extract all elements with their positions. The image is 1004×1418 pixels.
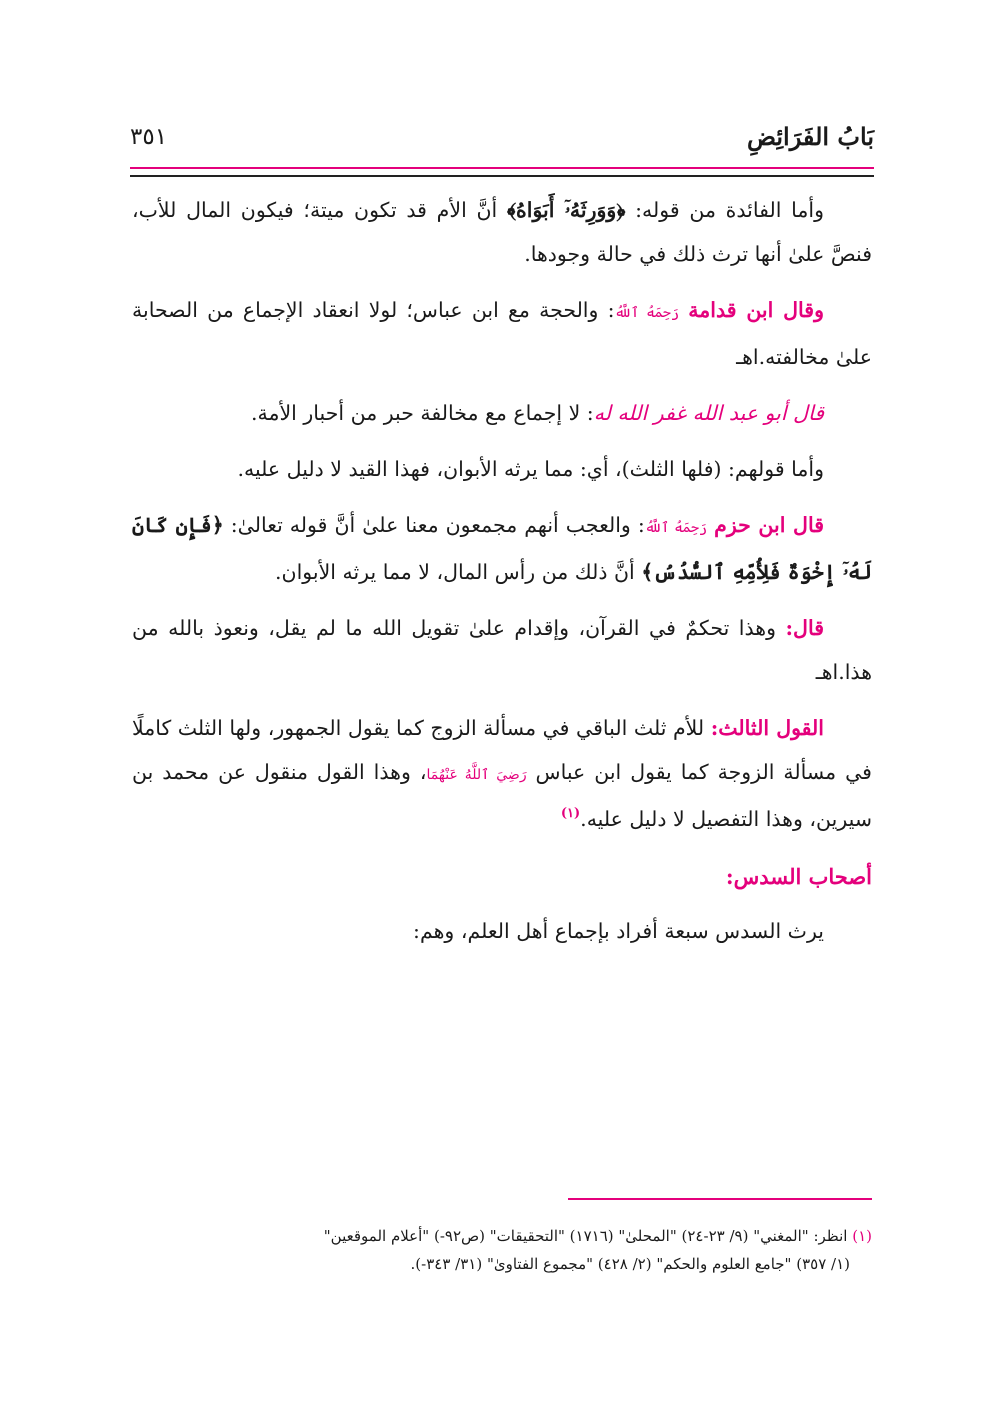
p7-text-a: للأم ثلث الباقي في مسألة الزوج كما يقول الجمهور، ولها الثلث كاملًا في مسألة الزوجة كما يقول ابن عباس xyxy=(132,716,872,784)
p1-text-a: وأما الفائدة من قوله: xyxy=(625,198,824,222)
p7-author: القول الثالث: xyxy=(710,716,824,740)
paragraph-1 xyxy=(132,188,872,276)
p5-text-a: : والعجب أنهم مجمعون معنا علىٰ أنَّ قوله تعالىٰ: xyxy=(223,513,645,537)
footnotes xyxy=(132,1222,872,1278)
footnote-1-line-1 xyxy=(132,1222,872,1250)
p2-honorific: رَحِمَهُ ٱللَّهُ xyxy=(614,305,680,321)
page-header xyxy=(130,118,874,166)
footnote-separator xyxy=(568,1198,872,1200)
p3-author: قال أبو عبد الله غفر الله له xyxy=(593,401,824,425)
footnote-1-number: (١) xyxy=(852,1227,872,1245)
p7-text-b: ، وهذا القول منقول عن محمد بن سيرين، وهذا التفصيل لا دليل عليه. xyxy=(132,760,872,831)
quran-verse-1: ﴿وَوَرِثَهُۥٓ أَبَوَاهُ﴾ xyxy=(506,198,626,222)
paragraph-6 xyxy=(132,606,872,694)
paragraph-7 xyxy=(132,706,872,845)
footnote-1-line-2 xyxy=(132,1250,872,1278)
p6-author: قال: xyxy=(785,616,824,640)
paragraph-2 xyxy=(132,288,872,379)
paragraph-3 xyxy=(132,391,872,435)
p5-author: قال ابن حزم xyxy=(714,513,824,537)
p3-text: : لا إجماع مع مخالفة حبر من أحبار الأمة. xyxy=(250,401,594,425)
p1-text-b: أنَّ الأم قد تكون ميتة؛ فيكون المال للأب، فنصَّ علىٰ أنها ترث ذلك في حالة وجودها. xyxy=(132,198,872,266)
section-intro xyxy=(132,909,872,953)
header-rule-black xyxy=(130,175,874,177)
p2-author: وقال ابن قدامة xyxy=(688,298,824,322)
p6-text: وهذا تحكمٌ في القرآن، وإقدام علىٰ تقويل الله ما لم يقل، ونعوذ بالله من هذا.اهـ xyxy=(132,616,872,684)
section-intro-text: يرث السدس سبعة أفراد بإجماع أهل العلم، وهم: xyxy=(413,919,824,943)
section-heading: أصحاب السدس: xyxy=(725,864,872,889)
page-number: ٣٥١ xyxy=(130,124,168,150)
paragraph-5 xyxy=(132,503,872,594)
footnote-ref-1[interactable]: (١) xyxy=(560,806,581,821)
p2-text: : والحجة مع ابن عباس؛ لولا انعقاد الإجماع من الصحابة علىٰ مخالفته.اهـ xyxy=(132,298,872,369)
p5-text-b: أنَّ ذلك من رأس المال، لا مما يرثه الأبوان. xyxy=(275,560,642,584)
paragraph-4 xyxy=(132,447,872,491)
header-rule-pink xyxy=(130,167,874,169)
quran-verse-2: ﴿فَإِن كَانَ لَهُۥٓ إِخْوَةٌ فَلِأُمِّهِ ٱلسُّدُسُ﴾ xyxy=(132,513,872,584)
footnote-1-text-2: (١/ ٣٥٧) "جامع العلوم والحكم" (٢/ ٤٢٨) "مجموع الفتاوىٰ" (٣١/ ٣٤٣-). xyxy=(410,1255,850,1273)
running-title: بَابُ الفَرَائِضِ xyxy=(746,122,874,151)
p4-text: وأما قولهم: (فلها الثلث)، أي: مما يرثه الأبوان، فهذا القيد لا دليل عليه. xyxy=(237,457,824,481)
page-body xyxy=(132,188,872,953)
p7-honorific: رَضِيَ ٱللَّهُ عَنْهُمَا xyxy=(426,767,527,783)
footnote-1-text-1: انظر: "المغني" (٩/ ٢٣-٢٤) "المحلىٰ" (١٧١٦) "التحقيقات" (ص٩٢-) "أعلام الموقعين" xyxy=(323,1227,848,1245)
p5-honorific: رَحِمَهُ ٱللَّهُ xyxy=(644,520,708,536)
